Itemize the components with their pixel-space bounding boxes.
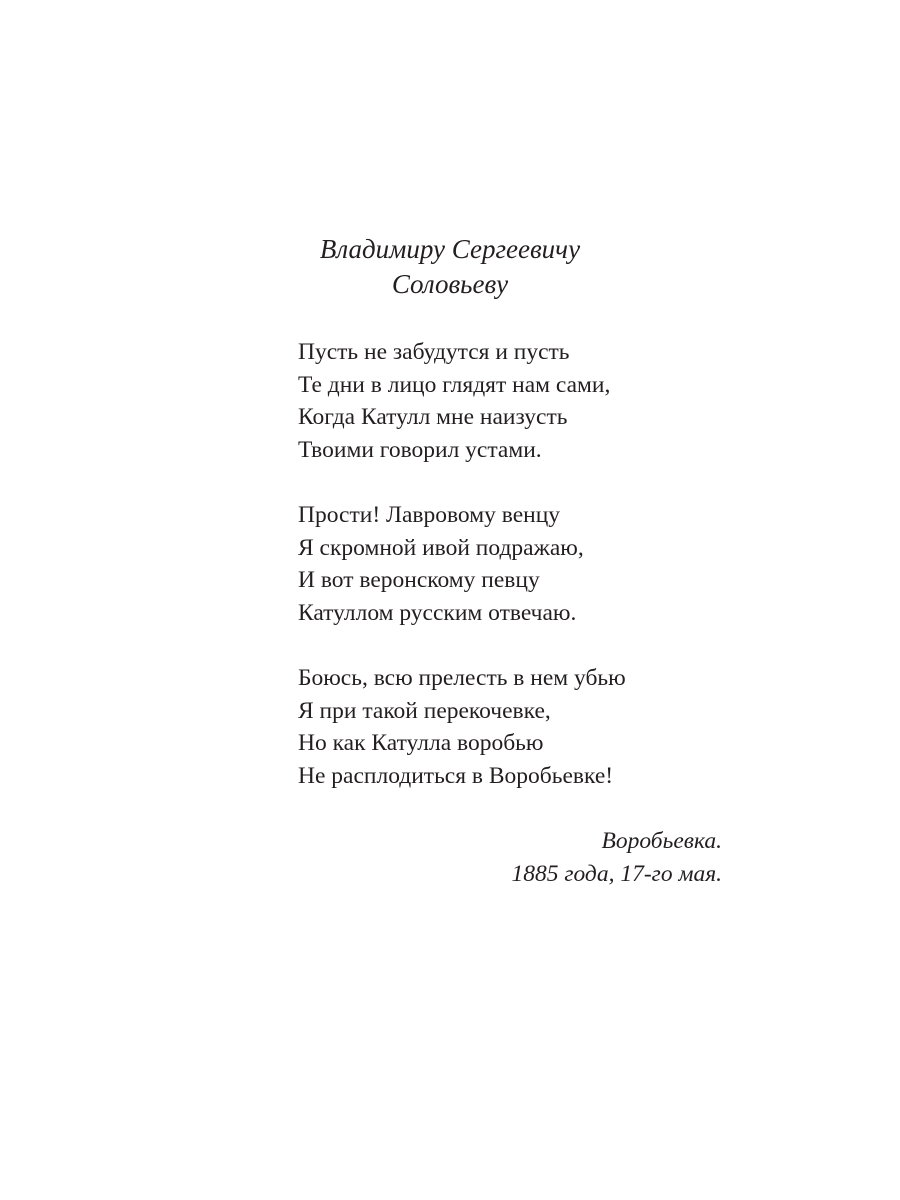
verse-line: Катуллом русским отвечаю. xyxy=(298,599,577,626)
stanza-1 xyxy=(298,336,718,466)
stanza-3 xyxy=(298,662,718,792)
verse-line: Те дни в лицо глядят нам сами, xyxy=(298,371,611,398)
verse-line: Когда Катулл мне наизусть xyxy=(298,404,568,431)
signature-block xyxy=(440,825,722,890)
verse-line: Прости! Лавровому венцу xyxy=(298,501,561,528)
verse-line: Но как Катулла воробью xyxy=(298,730,544,757)
stanza-2 xyxy=(298,499,718,629)
dedication-line-2: Соловьеву xyxy=(391,269,509,299)
dedication xyxy=(300,232,600,302)
verse-line: Я скромной ивой подражаю, xyxy=(298,534,584,561)
verse-line: Твоими говорил устами. xyxy=(298,436,542,463)
signature-date: 1885 года, 17-го мая. xyxy=(511,860,722,887)
poem xyxy=(298,336,718,825)
verse-line: Не расплодиться в Воробьевке! xyxy=(298,762,614,789)
signature-place: Воробьевка. xyxy=(601,828,722,854)
dedication-line-1: Владимиру Сергеевичу xyxy=(319,234,581,264)
verse-line: Боюсь, всю прелесть в нем убью xyxy=(298,664,626,691)
verse-line: Пусть не забудутся и пусть xyxy=(298,339,570,365)
verse-line: И вот веронскому певцу xyxy=(298,567,540,594)
verse-line: Я при такой перекочевке, xyxy=(298,697,551,724)
